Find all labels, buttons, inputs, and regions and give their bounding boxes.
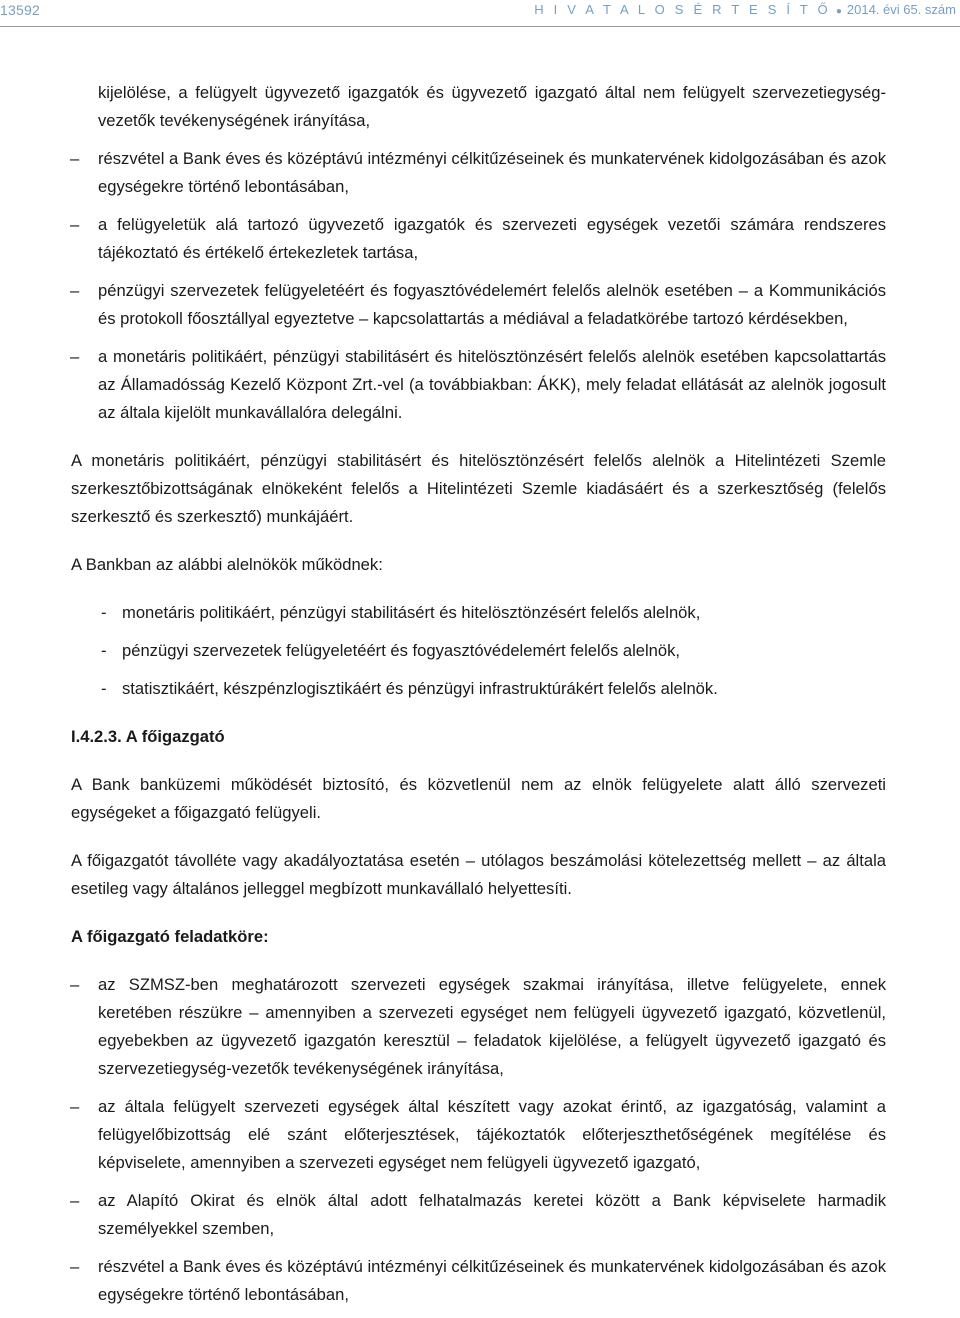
- list-item: [71, 343, 886, 427]
- list-item-text: az SZMSZ-ben meghatározott szervezeti egységek szakmai irányítása, illetve felügyelete, ennek keretében részükre – amennyiben a szervezeti egységet nem felügyeli ügyvezető igazgató, közvetlenül, egyebekben az ügyvezető igazgatón keresztül – feladatok kijelölése, a felügyelt ügyvezető igazgató és szervezetiegység-vezetők tevékenységének irányítása,: [98, 975, 886, 1078]
- list-item: [71, 637, 886, 665]
- hyphen-marker: -: [101, 641, 107, 660]
- dash-marker: –: [70, 1257, 80, 1276]
- continued-text: kijelölése, a felügyelt ügyvezető igazgatók és ügyvezető igazgató által nem felügyelt szervezetiegység-vezetők tevékenységének irányítása,: [98, 83, 886, 130]
- hyphen-marker: -: [101, 603, 107, 622]
- publication-title: H I V A T A L O S É R T E S Í T Ő: [534, 2, 831, 17]
- list-item: [71, 675, 886, 703]
- list-item-text: statisztikáért, készpénzlogisztikáért és pénzügyi infrastruktúrákért felelős alelnök.: [122, 679, 718, 698]
- list-item-text: részvétel a Bank éves és középtávú intézményi célkitűzéseinek és munkatervének kidolgozásában és azok egységekre történő lebontásában,: [98, 149, 886, 196]
- document-body: [71, 79, 886, 1309]
- list-item: [71, 145, 886, 201]
- dash-marker: –: [70, 347, 80, 366]
- paragraph: A főigazgatót távolléte vagy akadályoztatása esetén – utólagos beszámolási kötelezettség mellett – az általa esetileg vagy általános jelleggel megbízott munkavállaló helyettesíti.: [71, 851, 886, 898]
- page-header: [0, 0, 960, 27]
- list-item-text: pénzügyi szervezetek felügyeletéért és fogyasztóvédelemért felelős alelnök,: [122, 641, 681, 660]
- dash-marker: –: [70, 1191, 80, 1210]
- list-item: [71, 1093, 886, 1177]
- dash-marker: –: [70, 1097, 80, 1116]
- dash-marker: –: [70, 975, 80, 994]
- list-item-text: monetáris politikáért, pénzügyi stabilitásért és hitelösztönzésért felelős alelnök,: [122, 603, 701, 622]
- list-item: [71, 971, 886, 1083]
- dash-marker: –: [70, 215, 80, 234]
- subheading: A főigazgató feladatköre:: [71, 927, 269, 946]
- list-item-text: a monetáris politikáért, pénzügyi stabilitásért és hitelösztönzésért felelős alelnök esetében kapcsolattartás az Államadósság Kezelő Központ Zrt.-vel (a továbbiakban: ÁKK), mely feladat ellátását az alelnök jogosult az általa kijelölt munkavállalóra delegálni.: [98, 347, 886, 422]
- running-title: [534, 2, 956, 17]
- issue-date: 2014. évi 65. szám: [846, 2, 956, 17]
- list-item: [71, 1253, 886, 1309]
- list-item-text: az általa felügyelt szervezeti egységek által készített vagy azokat érintő, az igazgatóság, valamint a felügyelőbizottság elé szánt előterjesztések, tájékoztatók előterjeszthetőségének megítélése és képviselete, amennyiben a szervezeti egységet nem felügyeli ügyvezető igazgató,: [98, 1097, 886, 1172]
- dash-marker: –: [70, 281, 80, 300]
- dash-marker: –: [70, 149, 80, 168]
- paragraph: A Bank banküzemi működését biztosító, és közvetlenül nem az elnök felügyelete alatt álló szervezeti egységeket a főigazgató felügyeli.: [71, 775, 886, 822]
- list-item: [71, 277, 886, 333]
- list-item-text: pénzügyi szervezetek felügyeletéért és fogyasztóvédelemért felelős alelnök esetében – a Kommunikációs és protokoll főosztállyal egyeztetve – kapcsolattartás a médiával a feladatkörébe tartozó kérdésekben,: [98, 281, 886, 328]
- list-item: [71, 599, 886, 627]
- hyphen-marker: -: [101, 679, 107, 698]
- paragraph: A monetáris politikáért, pénzügyi stabilitásért és hitelösztönzésért felelős alelnök a Hitelintézeti Szemle szerkesztőbizottságának elnökeként felelős a Hitelintézeti Szemle kiadásáért és a szerkesztőség (felelős szerkesztő és szerkesztő) munkájáért.: [71, 451, 886, 526]
- separator-dot-icon: ●: [835, 6, 842, 17]
- list-item-text: a felügyeletük alá tartozó ügyvezető igazgatók és szervezeti egységek vezetői számára rendszeres tájékoztató és értékelő értekezletek tartása,: [98, 215, 886, 262]
- page-number: 13592: [0, 2, 40, 18]
- list-item: [71, 1187, 886, 1243]
- paragraph: A Bankban az alábbi alelnökök működnek:: [71, 555, 383, 574]
- list-item-text: részvétel a Bank éves és középtávú intézményi célkitűzéseinek és munkatervének kidolgozásában és azok egységekre történő lebontásában,: [98, 1257, 886, 1304]
- section-heading: I.4.2.3. A főigazgató: [71, 727, 225, 746]
- list-item: [71, 211, 886, 267]
- list-item-text: az Alapító Okirat és elnök által adott felhatalmazás keretei között a Bank képviselete harmadik személyekkel szemben,: [98, 1191, 886, 1238]
